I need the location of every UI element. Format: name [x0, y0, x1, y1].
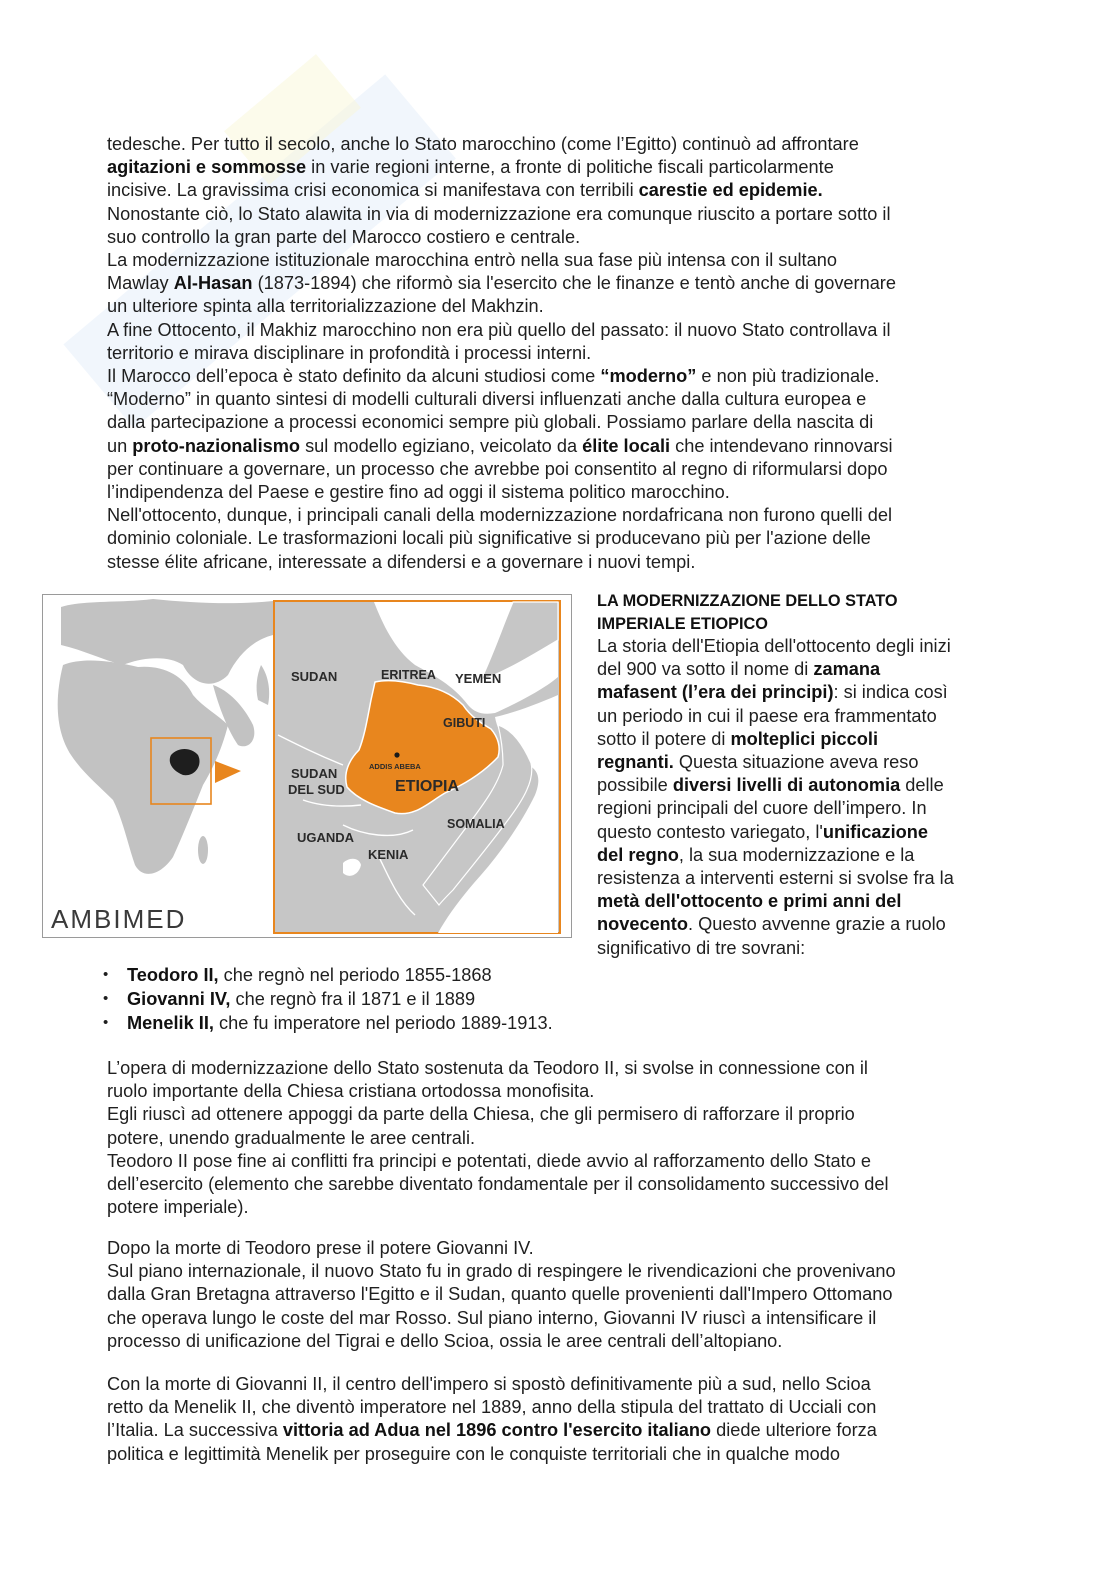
map-label-somalia: SOMALIA — [447, 817, 505, 831]
paragraph-giovanni: Dopo la morte di Teodoro prese il potere Giovanni IV. Sul piano internazionale, il nuovo Stato fu in grado di respingere le rivendicazioni che provenivano dalla Gran Bretagna attraverso l'Egitto e il Sudan, quanto quelle provenienti dall'Impero Ottomano che operava lungo le coste del mar Rosso. Sul piano interno, Giovanni IV riuscì a intensificare il processo di unificazione del Tigrai e dello Scioa, ossia le aree centrali dell’altopiano. — [107, 1238, 896, 1351]
paragraph-menelik: Con la morte di Giovanni II, il centro dell'impero si spostò definitivamente più a sud, nello Scioa retto da Menelik II, che diventò imperatore nel 1889, anno della stipula del trattato di Ucciali con l’Italia. La successiva vittoria ad Adua nel 1896 contro l'esercito italiano diede ulteriore forza politica e legittimità Menelik per proseguire con le conquiste territoriali che in qualche modo — [107, 1374, 877, 1464]
list-item: • Giovanni IV, che regnò fra il 1871 e il 1889 — [103, 987, 553, 1011]
map-label-yemen: YEMEN — [455, 671, 502, 686]
map-label-sudan-del-sud-1: SUDAN — [291, 766, 338, 781]
sovereigns-list — [103, 963, 553, 1036]
map-label-etiopia: ETIOPIA — [395, 778, 460, 795]
ethiopia-section — [597, 590, 1015, 960]
paragraph-marocco: tedesche. Per tutto il secolo, anche lo Stato marocchino (come l’Egitto) continuò ad affrontare agitazioni e sommosse in varie regioni interne, a fronte di politiche fiscali particolarmente incisive. La gravissima crisi economica si manifestava con terribili carestie ed epidemie. Nonostante ciò, lo Stato alawita in via di modernizzazione era comunque riuscito a portare sotto il suo controllo la gran parte del Marocco costiero e centrale. La modernizzazione istituzionale marocchina entrò nella sua fase più intensa con il sultano Mawlay Al-Hasan (1873-1894) che riformò sia l'esercito che le finanze e tentò anche di governare un ulteriore spinta alla territorializzazione del Makhzin. A fine Ottocento, il Makhiz marocchino non era più quello del passato: il nuovo Stato controllava il territorio e mirava disciplinare in profondità i processi interni. Il Marocco dell’epoca è stato definito da alcuni studiosi come “moderno” e non più tradizionale. “Moderno” in quanto sintesi di modelli culturali diversi influenzati anche dalla cultura europea e dalla partecipazione a processi economici sempre più globali. Possiamo parlare della nascita di un proto-nazionalismo sul modello egiziano, veicolato da élite locali che intendevano rinnovarsi per continuare a governare, un processo che avrebbe poi consentito al regno di riformularsi dopo l’indipendenza del Paese e gestire fino ad oggi il sistema politico marocchino. Nell'ottocento, dunque, i principali canali della modernizzazione nordafricana non furono quelli del dominio coloniale. Le trasformazioni locali più significative si producevano più per l'azione delle stesse élite africane, interessate a difendersi e a governare i nuovi tempi. — [107, 134, 896, 572]
map-label-eritrea: ERITREA — [381, 668, 436, 682]
logo-text: AMBIMED — [51, 904, 187, 934]
map-label-addis-abeba: ADDIS ABEBA — [369, 762, 421, 771]
list-item: • Teodoro II, che regnò nel periodo 1855-1868 — [103, 963, 553, 987]
list-item: • Menelik II, che fu imperatore nel periodo 1889-1913. — [103, 1011, 553, 1035]
map-label-uganda: UGANDA — [297, 830, 355, 845]
ambimed-logo — [51, 904, 186, 934]
section-heading: LA MODERNIZZAZIONE DELLO STATO IMPERIALE ETIOPICO — [597, 592, 898, 633]
map-figure-etiopia — [42, 594, 572, 938]
map-label-kenia: KENIA — [368, 847, 409, 862]
map-label-sudan: SUDAN — [291, 669, 338, 684]
section-intro-text: La storia dell'Etiopia dell'ottocento degli inizi del 900 va sotto il nome di zamana mafasent (l’era dei principi): si indica così un periodo in cui il paese era frammentato sotto il potere di molteplici piccoli regnanti. Questa situazione aveva reso possibile diversi livelli di autonomia delle regioni principali del cuore dell’impero. In questo contesto variegato, l'unificazione del regno, la sua modernizzazione e la resistenza a interventi esterni si svolse fra la metà dell'ottocento e primi anni del novecento. Questo avvenne grazie a ruolo significativo di tre sovrani: — [597, 636, 954, 958]
africa-overview-map — [58, 599, 273, 874]
map-label-sudan-del-sud-2: DEL SUD — [288, 782, 345, 797]
map-label-gibuti: GIBUTI — [443, 716, 486, 730]
paragraph-teodoro: L’opera di modernizzazione dello Stato sostenuta da Teodoro II, si svolse in connessione con il ruolo importante della Chiesa cristiana ortodossa monofisita. Egli riuscì ad ottenere appoggi da parte della Chiesa, che gli permisero di rafforzare il proprio potere, unendo gradualmente le aree centrali. Teodoro II pose fine ai conflitti fra principi e potentati, diede avvio al rafforzamento dello Stato e dell’esercito (elemento che sarebbe diventato fondamentale per il consolidamento successivo del potere imperiale). — [107, 1058, 889, 1218]
